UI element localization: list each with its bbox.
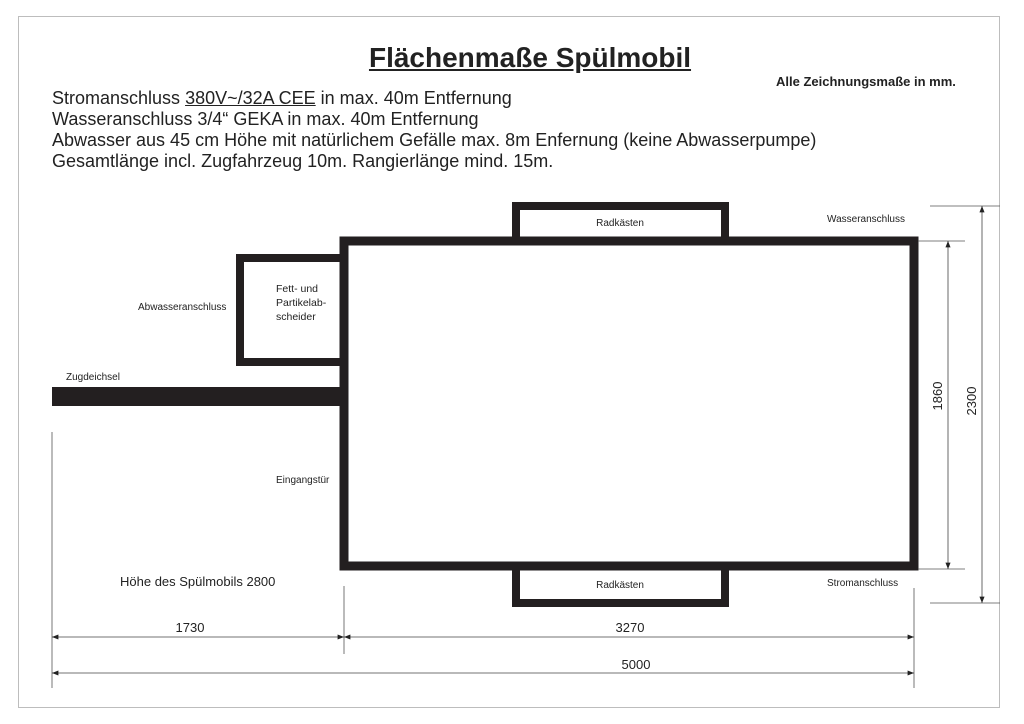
units-note: Alle Zeichnungsmaße in mm. (776, 74, 956, 89)
info-line-sewage: Abwasser aus 45 cm Höhe mit natürlichem Gefälle max. 8m Enfernung (keine Abwasserpumpe) (52, 130, 817, 150)
grease-separator-box (240, 258, 344, 362)
label-separator-line3: scheider (276, 311, 316, 323)
label-water-connection: Wasseranschluss (827, 214, 905, 225)
info-line-power-prefix: Stromanschluss (52, 88, 186, 108)
label-separator-line2: Partikelab- (276, 297, 327, 309)
label-wheel-arch-top: Radkästen (596, 218, 644, 229)
drawbar (52, 387, 344, 406)
label-power-connection: Stromanschluss (827, 578, 899, 589)
info-line-power-spec: 380V~/32A CEE (185, 88, 316, 108)
info-line-water: Wasseranschluss 3/4“ GEKA in max. 40m Entfernung (52, 109, 479, 129)
dim-total-width: 2300 (964, 386, 979, 416)
dim-drawbar-length: 1730 (175, 620, 205, 635)
info-line-power-suffix: in max. 40m Entfernung (315, 88, 512, 108)
label-sewage-connection: Abwasseranschluss (138, 302, 227, 313)
label-separator-line1: Fett- und (276, 283, 319, 295)
label-drawbar: Zugdeichsel (66, 372, 120, 383)
info-line-length: Gesamtlänge incl. Zugfahrzeug 10m. Rangierlänge mind. 15m. (52, 151, 554, 171)
label-height: Höhe des Spülmobils 2800 (120, 574, 276, 589)
trailer-body (344, 241, 914, 566)
dim-body-length: 3270 (615, 620, 645, 635)
label-wheel-arch-bottom: Radkästen (596, 580, 644, 591)
page-title: Flächenmaße Spülmobil (368, 42, 692, 73)
dim-total-length: 5000 (621, 657, 651, 672)
dim-body-width: 1860 (930, 381, 945, 411)
label-entrance-door: Eingangstür (276, 475, 330, 486)
